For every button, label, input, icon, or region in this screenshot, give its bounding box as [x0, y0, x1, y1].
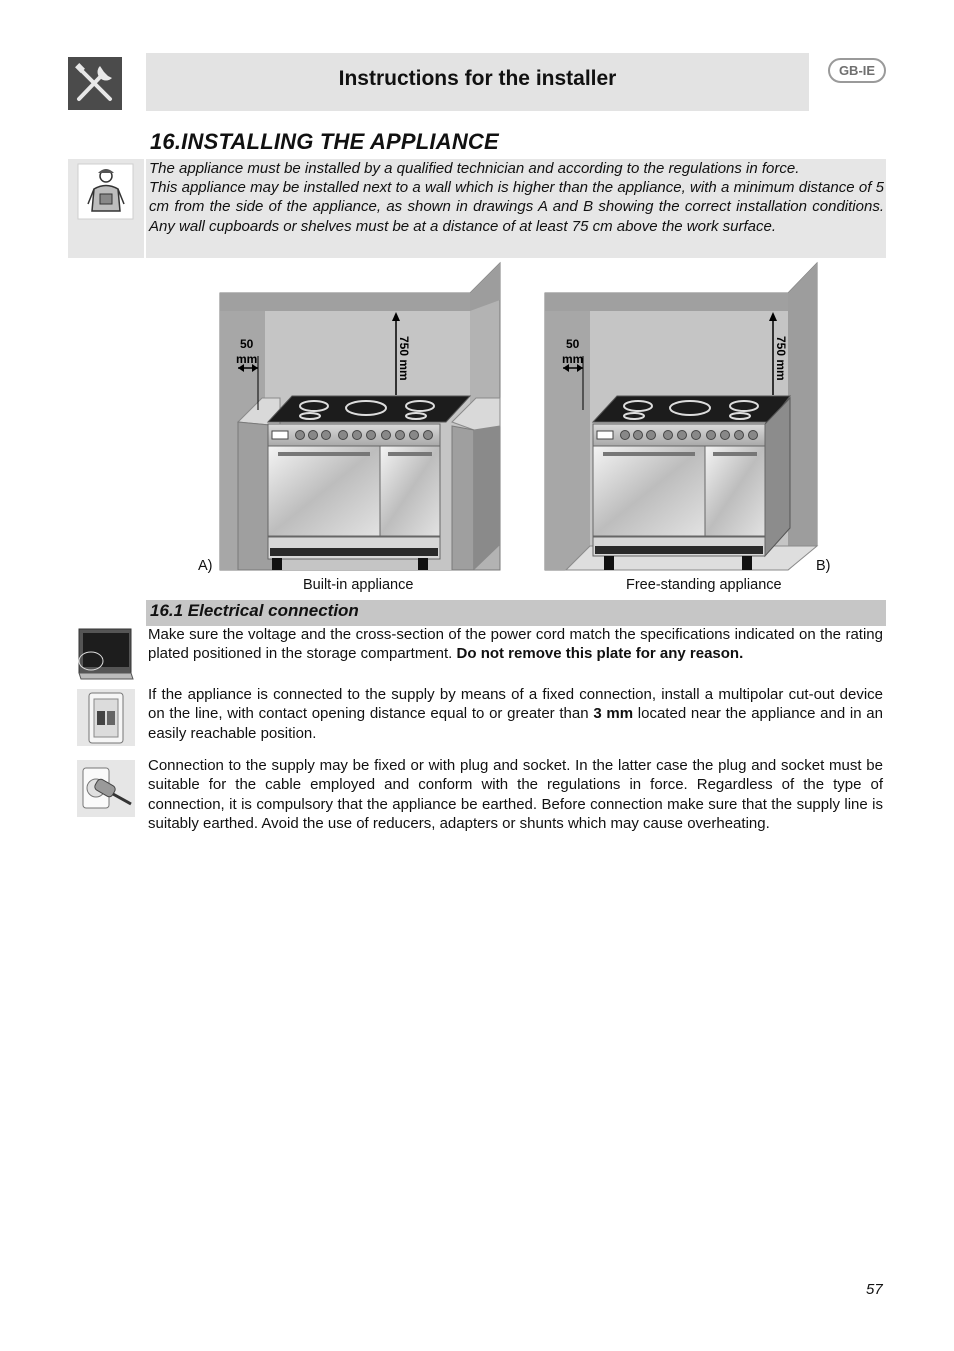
- plug-socket-icon: [77, 760, 135, 817]
- tools-icon: [68, 57, 122, 110]
- installation-drawings: [190, 260, 840, 600]
- technician-icon: [68, 159, 144, 258]
- p2-bold: 3 mm: [593, 705, 634, 723]
- page-number: 57: [866, 1281, 883, 1298]
- p2-after: located near the appliance and in an easily reachable position.: [148, 705, 883, 742]
- fig-a-letter: A): [198, 558, 213, 574]
- section-title: 16.INSTALLING THE APPLIANCE: [150, 129, 499, 154]
- installation-figure: [190, 260, 840, 600]
- fig-b-caption: Free-standing appliance: [626, 577, 782, 593]
- fig-a-caption: Built-in appliance: [303, 577, 414, 593]
- subsection-title: 16.1 Electrical connection: [150, 601, 359, 620]
- fig-a-height-gap: 750 mm: [397, 336, 411, 381]
- fig-a-gap-value: 50: [240, 337, 254, 351]
- electrical-paragraph-2: [148, 685, 883, 743]
- intro-paragraph-1: The appliance must be installed by a qualified technician and according to the regulations in force.: [149, 160, 800, 177]
- intro-text-box: [146, 159, 886, 258]
- electrical-paragraph-3: Connection to the supply may be fixed or with plug and socket. In the latter case the plug and socket must be suitable for the cable employed and conform with the regulations in force. Regardless of the type of connection, it is compulsory that the appliance be earthed. Before connection make sure that the supply line is suitably earthed. Avoid the use of reducers, adapters or shunts which may cause overheating.: [148, 757, 883, 832]
- electrical-paragraph-1: [148, 625, 883, 664]
- header-bar: [146, 53, 809, 111]
- p1-text: Make sure the voltage and the cross-section of the power cord match the specifications indicated on the rating plated positioned in the storage compartment.: [148, 626, 883, 663]
- drawing-b: [545, 263, 817, 570]
- intro-paragraph-2: This appliance may be installed next to a wall which is higher than the appliance, with a minimum distance of 5 cm from the side of the appliance, as shown in drawings A and B showing the correct installation conditions. Any wall cupboards or shelves must be at a distance of at least 75 cm above the work surface.: [149, 179, 884, 235]
- fig-a-gap-unit: mm: [236, 352, 258, 366]
- switch-icon: [77, 689, 135, 746]
- fig-b-height-gap: 750 mm: [774, 336, 788, 381]
- subsection-bar: [146, 600, 886, 626]
- page-header-title: Instructions for the installer: [338, 67, 617, 90]
- oven-plate-icon: [77, 627, 135, 684]
- p1-bold: Do not remove this plate for any reason.: [456, 645, 744, 663]
- fig-b-gap-value: 50: [566, 337, 580, 351]
- drawing-a: [220, 263, 500, 570]
- fig-b-gap-unit: mm: [562, 352, 584, 366]
- p2-before: If the appliance is connected to the supply by means of a fixed connection, install a multipolar cut-out device on the line, with contact opening distance equal to or greater than: [148, 686, 883, 723]
- fig-b-letter: B): [816, 558, 831, 574]
- language-badge: GB-IE: [828, 58, 886, 83]
